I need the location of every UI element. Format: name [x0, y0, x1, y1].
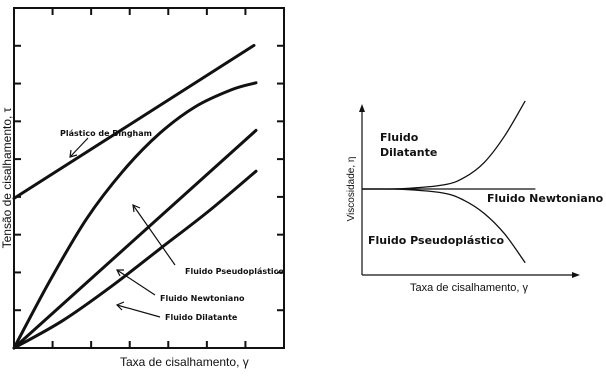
right-x-axis-title: Taxa de cisalhamento, γ	[410, 282, 529, 294]
left-x-axis-title: Taxa de cisalhamento, γ	[120, 355, 249, 369]
right-x-axis-arrowhead	[572, 272, 580, 278]
label-pseudoplastic: Fluido Pseudoplástico	[185, 267, 284, 276]
right-y-axis-arrowhead	[359, 104, 365, 112]
arrow-dilatant	[117, 305, 160, 317]
label-right-dilatant-2: Dilatante	[380, 146, 438, 159]
left-y-axis-title: Tensão de cisalhamento, τ	[0, 107, 14, 249]
label-newtonian: Fluido Newtoniano	[160, 294, 245, 303]
label-right-newtonian: Fluido Newtoniano	[487, 192, 604, 205]
shear-stress-chart	[0, 8, 284, 369]
series-line-plastico-de-bingham	[14, 45, 254, 198]
label-bingham: Plástico de Bingham	[60, 129, 152, 138]
left-annotation-arrows	[70, 138, 175, 317]
viscosity-chart	[346, 101, 604, 294]
right-series-line-fluido-dilatante	[362, 101, 525, 189]
label-dilatant: Fluido Dilatante	[165, 313, 238, 322]
label-right-dilatant-1: Fluido	[380, 131, 419, 144]
label-right-pseudoplastic: Fluido Pseudoplástico	[368, 234, 505, 247]
arrow-newtonian	[117, 270, 155, 295]
right-y-axis-title: Viscosidade, η	[346, 156, 357, 222]
